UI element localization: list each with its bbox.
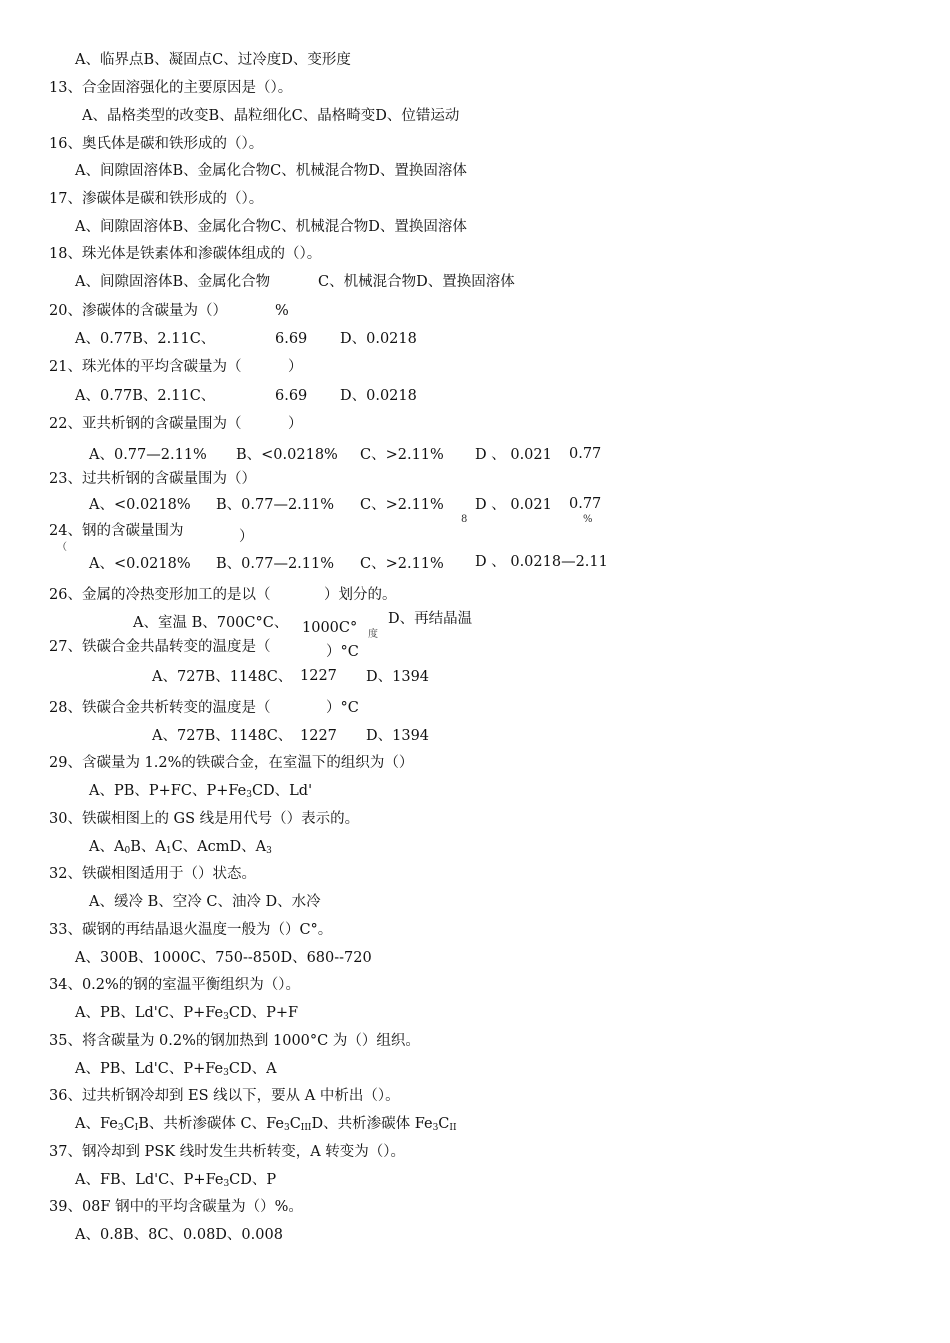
q26-question-tail: ）划分的。 [324, 587, 397, 603]
q24-option-a: A、<0.0218% [89, 556, 191, 572]
q36-options: A、$Fe_3C_IB$、共析渗碳体 C、$Fe_3C_{III}D$、共析渗碳体 $Fe_3C_{II}$ [75, 1116, 457, 1133]
q21-option-c: 6.69 [275, 388, 308, 404]
q21-option-d: D、0.0218 [340, 388, 417, 404]
q24-option-b: B、0.77—2.11% [216, 556, 335, 572]
q24-bracket-close: ） [239, 529, 254, 545]
q37-options: A、FB、Ld'C、$P+Fe_3CD$、P [75, 1172, 277, 1189]
q26-option-d-tail: 度 [368, 629, 378, 640]
q22-option-c: C、>2.11% [360, 447, 444, 463]
q24-option-c: C、>2.11% [360, 556, 444, 572]
q23-option-d: D 、 0.021 [475, 497, 552, 513]
q26-option-c-value: 1000C° [302, 620, 358, 636]
q39-options: A、0.8B、8C、0.08D、0.008 [75, 1227, 283, 1243]
q39-question: 39、08F 钢中的平均含碳量为（）%。 [49, 1199, 303, 1215]
q23-option-a: A、<0.0218% [89, 497, 191, 513]
q18-options-a: A、间隙固溶体B、金属化合物 [75, 274, 271, 290]
q23-question: 23、过共析钢的含碳量围为（） [49, 471, 256, 487]
q17-question: 17、渗碳体是碳和铁形成的（）。 [49, 191, 264, 207]
q28-options-abc: A、727B、1148C、 [152, 728, 293, 744]
q18-options-b: C、机械混合物D、置换固溶体 [318, 274, 515, 290]
q24-bracket-open: （ [57, 542, 67, 553]
q23-fragment-percent: % [583, 514, 593, 525]
q18-question: 18、珠光体是铁素体和渗碳体组成的（）。 [49, 246, 322, 262]
q22-question: 22、亚共析钢的含碳量围为（ [49, 416, 242, 432]
q20-option-c: 6.69 [275, 331, 308, 347]
q33-options: A、300B、1000C、750--850D、680--720 [75, 950, 372, 966]
q26-option-d: D、再结晶温 [388, 611, 473, 627]
q20-unit: % [275, 303, 289, 319]
q22-option-a: A、0.77—2.11% [89, 447, 207, 463]
q22-option-d-tail: 0.77 [569, 446, 602, 462]
q30-question: 30、铁碳相图上的 GS 线是用代号（）表示的。 [49, 811, 360, 827]
q29-options: A、PB、P+FC、$P+Fe_3CD$、Ld' [89, 783, 313, 800]
q36-question: 36、过共析钢冷却到 ES 线以下，要从 A 中析出（）。 [49, 1088, 400, 1104]
q37-question: 37、钢冷却到 PSK 线时发生共析转变，A 转变为（）。 [49, 1144, 406, 1160]
q33-question: 33、碳钢的再结晶退火温度一般为（）C°。 [49, 922, 333, 938]
q28-option-d: D、1394 [366, 728, 430, 744]
q17-options: A、间隙固溶体B、金属化合物C、机械混合物D、置换固溶体 [75, 219, 467, 235]
q27-option-c-value: 1227 [300, 668, 337, 684]
q23-option-c: C、>2.11% [360, 497, 444, 513]
q20-option-d: D、0.0218 [340, 331, 417, 347]
q28-option-c-value: 1227 [300, 728, 337, 744]
q27-options-abc: A、727B、1148C、 [152, 669, 293, 685]
q35-options: A、PB、Ld'C、$P+Fe_3CD$、A [75, 1061, 277, 1078]
q32-options: A、缓冷 B、空冷 C、油冷 D、水冷 [89, 894, 321, 910]
q35-question: 35、将含碳量为 0.2%的钢加热到 1000°C 为（）组织。 [49, 1033, 420, 1049]
q29-question: 29、含碳量为 1.2%的铁碳合金，在室温下的组织为（） [49, 755, 414, 771]
q13-question: 13、合金固溶强化的主要原因是（）。 [49, 80, 293, 96]
q20-options-ab: A、0.77B、2.11C、 [75, 331, 216, 347]
q22-option-d: D 、 0.021 [475, 447, 552, 463]
q23-option-d-tail: 0.77 [569, 496, 602, 512]
q28-question: 28、铁碳合金共析转变的温度是（ [49, 700, 271, 716]
q21-bracket: ） [288, 359, 303, 375]
q13-options: A、晶格类型的改变B、晶粒细化C、晶格畸变D、位错运动 [82, 108, 460, 124]
q20-question: 20、渗碳体的含碳量为（） [49, 303, 227, 319]
q34-question: 34、0.2%的钢的室温平衡组织为（）。 [49, 977, 301, 993]
q34-options: A、PB、Ld'C、$P+Fe_3CD$、P+F [75, 1005, 299, 1022]
q21-options-ab: A、0.77B、2.11C、 [75, 388, 216, 404]
q27-question: 27、铁碳合金共晶转变的温度是（ [49, 639, 271, 655]
q28-unit: ）°C [326, 700, 359, 716]
q16-options: A、间隙固溶体B、金属化合物C、机械混合物D、置换固溶体 [75, 163, 467, 179]
q23-fragment-8: 8 [461, 514, 468, 525]
q26-question: 26、金属的冷热变形加工的是以（ [49, 587, 271, 603]
q27-unit: ）°C [326, 644, 359, 660]
q32-question: 32、铁碳相图适用于（）状态。 [49, 866, 256, 882]
q30-options: A、$A_0B$、$A_1C$、AcmD、$A_3$ [89, 839, 272, 856]
q12-options: A、临界点B、凝固点C、过冷度D、变形度 [75, 52, 351, 68]
q24-option-d: D 、 0.0218—2.11 [475, 554, 608, 570]
q16-question: 16、奥氏体是碳和铁形成的（）。 [49, 136, 264, 152]
q22-option-b: B、<0.0218% [236, 447, 338, 463]
q24-question: 24、钢的含碳量围为 [49, 523, 184, 539]
q22-bracket: ） [288, 416, 303, 432]
q21-question: 21、珠光体的平均含碳量为（ [49, 359, 242, 375]
q23-option-b: B、0.77—2.11% [216, 497, 335, 513]
q26-options-abc: A、室温 B、700C°C、 [133, 615, 289, 631]
q27-option-d: D、1394 [366, 669, 430, 685]
